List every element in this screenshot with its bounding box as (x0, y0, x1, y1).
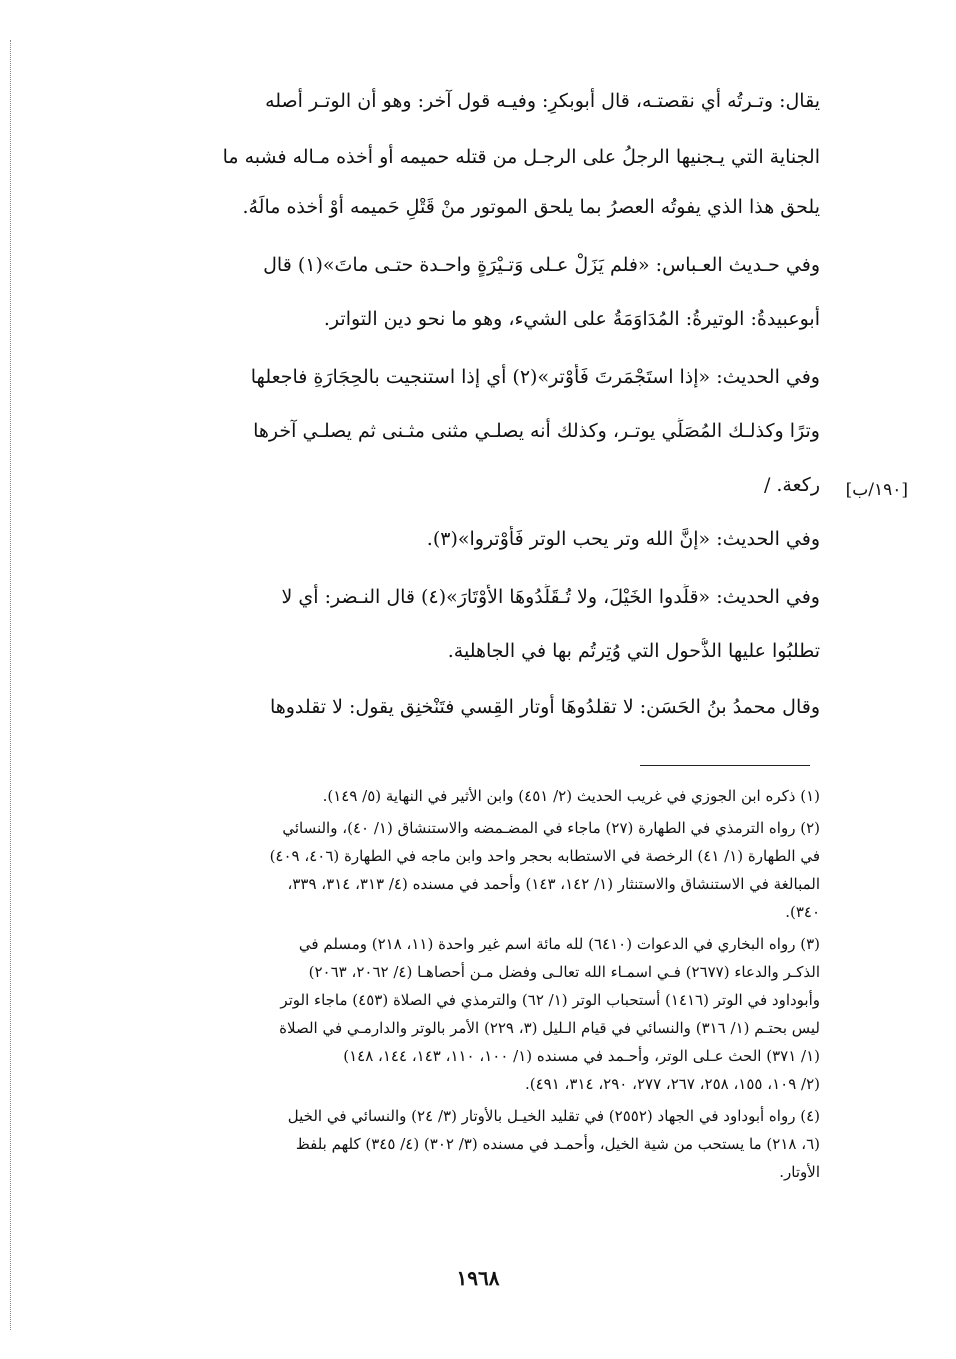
main-line: وفي حـديث العـباس: «فلم يَزَلْ عـلى وَتـيْرَةٍ واحـدة حتـى ماتَ»(١) قال (263, 254, 820, 276)
footnote-2 (100, 814, 820, 926)
footnote-3 (100, 930, 820, 1098)
footnote-line: في الطهارة (١/ ٤١) الرخصة في الاستطابه بحجر واحد وابن ماجه في الطهارة (٤٠٦، ٤٠٩) (269, 847, 820, 865)
footnote-line: (١/ ٣٧١) الحث عـلى الوتر، وأحـمد في مسنده (١/ ١٠٠، ١١٠، ١٤٣، ١٤٤، ١٤٨) (343, 1047, 820, 1065)
footnotes (100, 782, 820, 1190)
footnote-4 (100, 1102, 820, 1186)
main-line: ركعة. / (763, 474, 820, 496)
footnote-1 (100, 782, 820, 810)
footnote-line: الذكـر والدعاء (٢٦٧٧) فـي اسمـاء الله تعالـى وفضل مـن أحصاهـا (٤/ ٢٠٦٢، ٢٠٦٣) (308, 963, 820, 981)
main-line: وفي الحديث: «إذا استَجْمَرتَ فَأَوْتر»(٢) أي إذا استنجيت بالحِجَارَةِ فاجعلها (250, 366, 820, 388)
main-line: وقال محمدُ بنُ الحَسَن: لا تقلدُوهَا أوتار القِسي فتَنْخنِق يقول: لا تقلدوها (269, 696, 820, 718)
footnote-line: (٢/ ١٠٩، ١٥٥، ٢٥٨، ٢٦٧، ٢٧٧، ٢٩٠، ٣١٤، ٤٩١). (524, 1075, 820, 1093)
main-line: أبوعبيدةُ: الوتيرةُ: المُدَاوَمَةُ على الشيء، وهو ما نحو دين التواتر. (323, 308, 820, 330)
footnote-line: (٤) رواه أبوداود في الجهاد (٢٥٥٢) في تقليد الخيـل بالأوتار (٣/ ٢٤) والنسائي في الخيل (287, 1107, 820, 1125)
main-line: وفي الحديث: «قلِّدوا الخَيْلَ، ولا تُـقَلِّدُوهَا الأَوْتَارَ»(٤) قال النـضر: أي لا (281, 586, 820, 608)
footnote-line: (٢) رواه الترمذي في الطهارة (٢٧) ماجاء في المضـمضه والاستنشاق (١/ ٤٠)، والنسائي (282, 819, 820, 837)
footnote-line: (٦، ٢١٨) ما يستحب من شية الخيل، وأحمـد في مسنده (٣/ ٣٠٢) (٤/ ٣٤٥) كلهم بلفظ (295, 1135, 820, 1153)
main-line: تطلبُوا عليها الذُّحول التي وُتِرتُم بها في الجاهلية. (447, 640, 820, 662)
footnote-line: (٣) رواه البخاري في الدعوات (٦٤١٠) لله مائة اسم غير واحدة (١١، ٢١٨) ومسلم في (298, 935, 820, 953)
page-edge-dots (10, 40, 11, 1330)
manuscript-folio-note: [١٩٠/ب] (845, 480, 908, 500)
footnote-line: وأبوداود في الوتر (١٤١٦) أستحباب الوتر (١/ ٦٢) والترمذي في الصلاة (٤٥٣) ماجاء الوتر (280, 991, 820, 1009)
footnote-line: (١) ذكره ابن الجوزي في غريب الحديث (٢/ ٤٥١) وابن الأثير في النهاية (٥/ ١٤٩). (322, 787, 820, 805)
footnote-line: ٣٤٠). (785, 903, 820, 921)
main-line: الجناية التي يـجنيها الرجلُ على الرجـل من قتله حميمه أو أخذه مـاله فشبه ما (222, 146, 820, 168)
page-number: ١٩٦٨ (456, 1266, 500, 1290)
footnote-line: ليس بحتـم (١/ ٣١٦) والنسائي في قيام الـليل (٣، ٢٢٩) الأمر بالوتر والدارمـي في الصلاة (279, 1019, 820, 1037)
footnote-line: المبالغة في الاستنشاق والاستنثار (١/ ١٤٢، ١٤٣) وأحمد في مسنده (٤/ ٣١٣، ٣١٤، ٣٣٩، (287, 875, 820, 893)
main-line: وفي الحديث: «إنَّ الله وتر يحب الوتر فَأَوْتروا»(٣). (426, 528, 820, 550)
footnote-separator (640, 765, 810, 766)
main-line: يقال: وتـرتُه أي نقصتـه، قال أبوبكرٍ: وفيـه قول آخر: وهو أن الوتـر أصله (265, 90, 820, 112)
main-line: وترًا وكذلـك المُصَلِّي يوتـر، وكذلك أنه يصلـي مثنى مثـنى ثم يصلـي آخرها (253, 420, 820, 442)
main-text (100, 88, 820, 720)
footnote-line: الأوتار. (779, 1163, 820, 1181)
main-line: يلحق هذا الذي يفوتُه العصرُ بما يلحق الموتور منْ قَتْلِ حَميمه أوْ أخذه مالَهُ. (242, 196, 820, 218)
